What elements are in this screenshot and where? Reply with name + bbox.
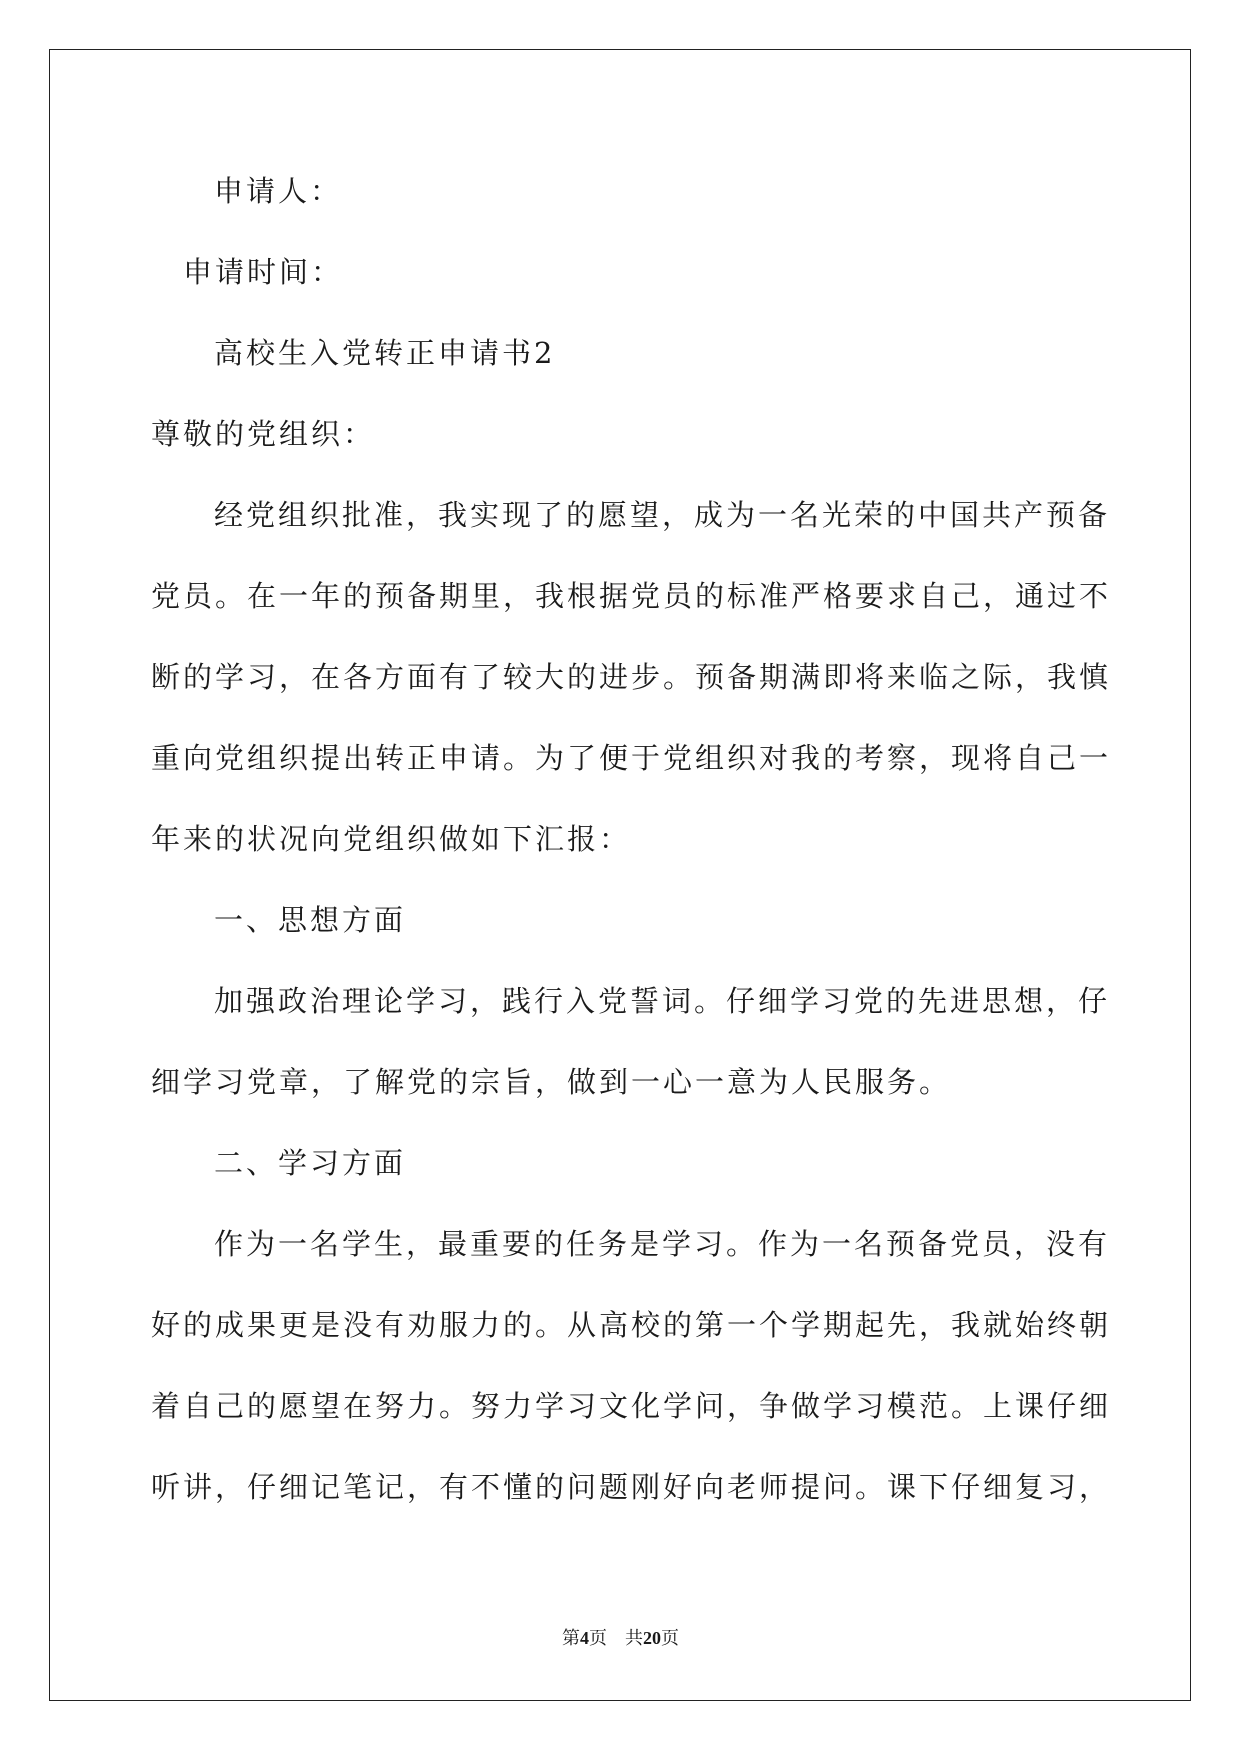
total-prefix: 共 <box>625 1628 643 1648</box>
paragraph-line: 年来的状况向党组织做如下汇报： <box>151 822 632 856</box>
document-title: 高校生入党转正申请书2 <box>214 336 556 370</box>
page-footer <box>0 1626 1241 1650</box>
paragraph-line: 党员。在一年的预备期里，我根据党员的标准严格要求自己，通过不 <box>151 579 1112 613</box>
section-heading: 一、思想方面 <box>214 903 407 937</box>
paragraph-line: 细学习党章，了解党的宗旨，做到一心一意为人民服务。 <box>151 1065 952 1099</box>
applicant-line: 申请人： <box>214 174 343 208</box>
page-prefix: 第 <box>562 1628 580 1648</box>
paragraph-line: 断的学习，在各方面有了较大的进步。预备期满即将来临之际，我慎 <box>151 660 1112 694</box>
paragraph-line: 重向党组织提出转正申请。为了便于党组织对我的考察，现将自己一 <box>151 741 1112 775</box>
total-pages: 20 <box>643 1628 661 1648</box>
paragraph-line: 作为一名学生，最重要的任务是学习。作为一名预备党员，没有 <box>214 1227 1111 1261</box>
application-date-line: 申请时间： <box>183 255 344 289</box>
total-suffix: 页 <box>661 1628 679 1648</box>
page-suffix: 页 <box>589 1628 607 1648</box>
paragraph-line: 着自己的愿望在努力。努力学习文化学问，争做学习模范。上课仔细 <box>151 1389 1112 1423</box>
paragraph-line: 加强政治理论学习，践行入党誓词。仔细学习党的先进思想，仔 <box>214 984 1111 1018</box>
page-border <box>49 49 1191 1701</box>
section-heading: 二、学习方面 <box>214 1146 407 1180</box>
salutation: 尊敬的党组织： <box>151 417 376 451</box>
page-number: 4 <box>580 1628 589 1648</box>
paragraph-line: 经党组织批准，我实现了的愿望，成为一名光荣的中国共产预备 <box>214 498 1111 532</box>
paragraph-line: 听讲，仔细记笔记，有不懂的问题刚好向老师提问。课下仔细复习， <box>151 1470 1112 1504</box>
paragraph-line: 好的成果更是没有劝服力的。从高校的第一个学期起先，我就始终朝 <box>151 1308 1112 1342</box>
